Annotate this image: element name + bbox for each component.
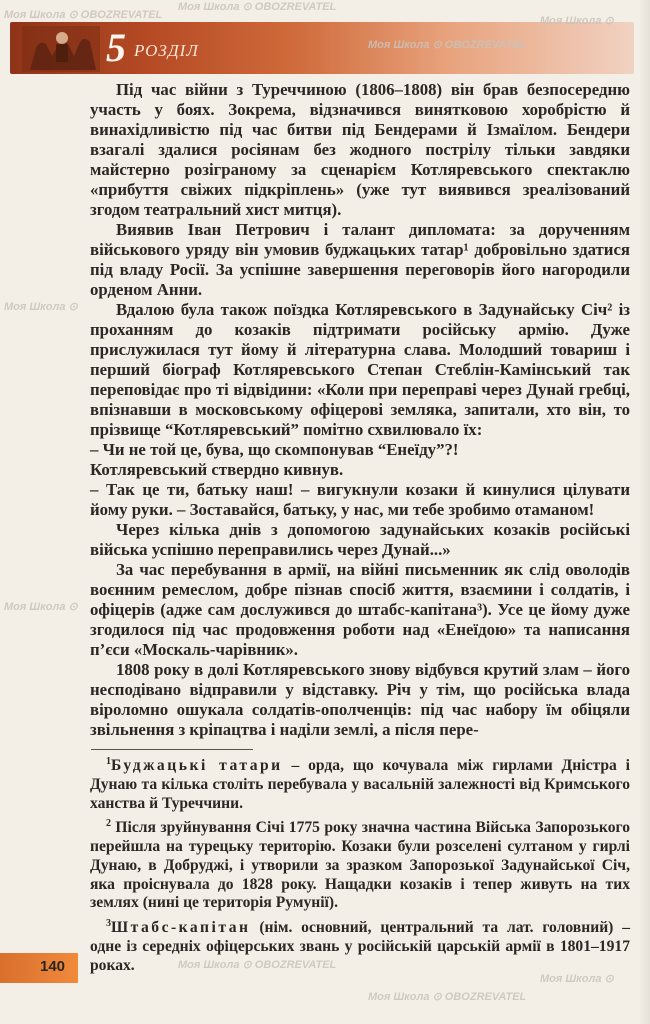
dialog-line: – Чи не той це, бува, що скомпонував “Енеїду”?!: [90, 440, 459, 459]
watermark: Моя Школа ⊙ OBOZREVATEL: [368, 39, 527, 51]
chapter-label: РОЗДІЛ: [134, 41, 199, 60]
footnote-1: $^1$Буджацькі татари – орда, що кочувала між гирлами Дністра і Дунаю та кілька століть перебувала у васальній залежності від Кримського ханства й Туреччини.: [90, 756, 630, 812]
paragraph: Під час війни з Туреччиною (1806–1808) він брав безпосередню участь у боях. Зокрема, відзначився винятковою хоробрістю й винахідливістю під час битви під Бендерами й Ізмаїлом. Бендери взагалі здалися росіянам без жодного пострілу тільки завдяки майстерно розіграному за сценарієм Котляревського спектаклю «прибуття свіжих підкріплень» (уже тут виявився зреалізований згодом театральний хист митця).: [90, 80, 630, 219]
watermark: Моя Школа ⊙ OBOZREVATEL: [368, 991, 527, 1003]
page-number-tab: [0, 953, 78, 983]
page-number: 140: [40, 958, 66, 975]
chapter-number: 5: [106, 25, 127, 70]
chapter-header: [10, 22, 634, 74]
watermark: Моя Школа ⊙: [540, 973, 614, 985]
footnotes: [90, 753, 630, 977]
footnote-divider: [91, 749, 253, 750]
footnote-2: $^2$ Після зруйнування Січі 1775 року значна частина Війська Запорозького перейшла на турецьку територію. Козаки були розселені султаном у гирлі Дунаю, в Добруджі, і утворили за зразком Запорозької Задунайської Січ, яка проіснувала до 1828 року. Нащадки козаків і тепер живуть на тих землях (нині це територія Румунії).: [90, 818, 630, 912]
watermark: Моя Школа ⊙: [4, 601, 78, 613]
footnote-3: $^3$Штабс-капітан (нім. основний, центральний та лат. головний) – одне із середніх офіцерських звань у російській царській армії в 1801–1917 роках.: [90, 918, 630, 974]
watermark: Моя Школа ⊙: [540, 15, 614, 27]
paragraph: Вдалою була також поїздка Котляревського в Задунайську Січ² із проханням до козаків підтримати російську армію. Дуже прислужилася тут йому й літературна слава. Молодший товариш і перший біограф Котляревського Степан Стеблін-Камінський так переповідає про ті відвідини: «Коли при переправі через Дунай гребці, впізнавши в московському офіцерові земляка, запитали, хто він, то прізвище “Котляревський” помітно схвилювало їх:: [90, 300, 630, 439]
dialog-line: Котляревський ствердно кивнув.: [90, 460, 344, 479]
paragraph: 1808 року в долі Котляревського знову відбувся крутий злам – його несподівано відправили у відставку. Річ у тім, що російська влада віроломно ошукала солдатів-ополченців: під час набору їм обіцяли звільнення з кріпацтва і наділи землі, а після пере-: [90, 660, 630, 739]
paragraph: За час перебування в армії, на війні письменник як слід оволодів воєнним ремеслом, добре пізнав спосіб життя, взаємини і солдатів, і офіцерів (адже сам дослужився до штабс-капітана³). Усе це йому дуже згодилося під час продовження роботи над «Енеїдою» та написання п’єси «Москаль-чарівник».: [90, 560, 630, 659]
page-edge-shadow: [638, 0, 650, 1024]
paragraph: Виявив Іван Петрович і талант дипломата: за дорученням військового уряду він умовив буджацьких татар¹ добровільно здатися під владу Росії. За успішне завершення переговорів його нагородили орденом Анни.: [90, 220, 630, 299]
watermark: Моя Школа ⊙ OBOZREVATEL: [178, 1, 337, 13]
chapter-illustration-icon: [22, 26, 100, 72]
main-text: [90, 80, 630, 740]
dialog-line: – Так це ти, батьку наш! – вигукнули козаки й кинулися цілувати йому руки. – Зоставайся, батьку, у нас, ми тебе зробимо отаманом!: [90, 480, 630, 519]
watermark: Моя Школа ⊙: [4, 301, 78, 313]
watermark: Моя Школа ⊙ OBOZREVATEL: [178, 959, 337, 971]
paragraph: Через кілька днів з допомогою задунайських козаків російські війська успішно переправились через Дунай...»: [90, 520, 630, 559]
watermark: Моя Школа ⊙ OBOZREVATEL: [4, 9, 163, 21]
